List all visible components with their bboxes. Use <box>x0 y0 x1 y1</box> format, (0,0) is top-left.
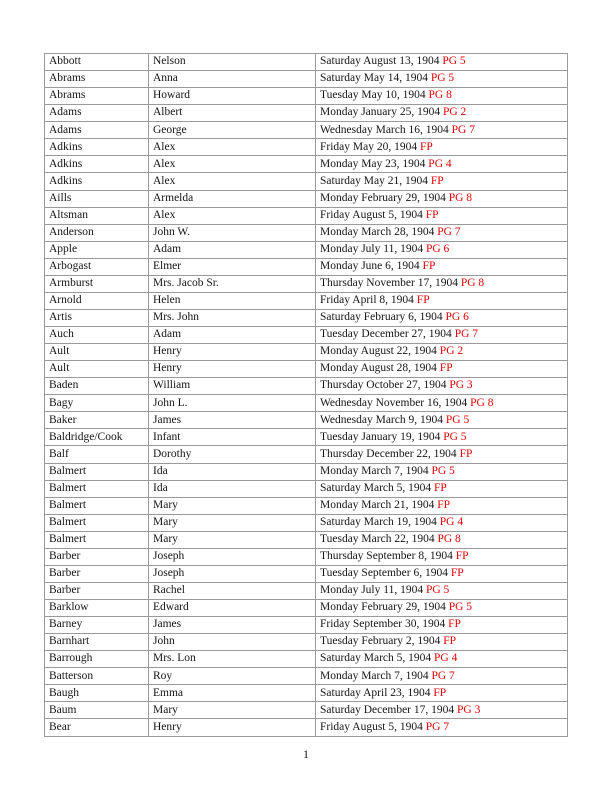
date-cell <box>316 224 568 241</box>
given-name-cell: Helen <box>149 292 316 309</box>
date-cell <box>316 309 568 326</box>
given-name-cell: Joseph <box>149 548 316 565</box>
date-text: Thursday December 22, 1904 <box>320 447 460 460</box>
table-row <box>45 634 568 651</box>
date-text: Tuesday February 2, 1904 <box>320 635 444 648</box>
date-text: Saturday March 5, 1904 <box>320 652 435 665</box>
date-text: Monday July 11, 1904 <box>320 242 426 255</box>
page-ref: PG 7 <box>437 225 461 238</box>
page-number: 1 <box>303 747 309 761</box>
surname-cell: Baker <box>45 412 149 429</box>
table-row <box>45 617 568 634</box>
given-name-cell: Adam <box>149 327 316 344</box>
date-text: Friday September 30, 1904 <box>320 618 449 631</box>
table-row <box>45 582 568 599</box>
table-row <box>45 71 568 88</box>
surname-cell: Ault <box>45 361 149 378</box>
page-ref: PG 8 <box>448 191 473 204</box>
surname-cell: Abbott <box>45 54 149 71</box>
given-name-cell: Roy <box>149 668 316 685</box>
given-name-cell: Mary <box>149 514 316 531</box>
page-ref: PG 3 <box>449 379 473 392</box>
surname-cell: Barber <box>45 548 149 565</box>
date-text: Monday August 28, 1904 <box>320 362 440 375</box>
table-row <box>45 292 568 309</box>
date-cell <box>316 71 568 88</box>
surname-cell: Baum <box>45 702 149 719</box>
date-cell <box>316 156 568 173</box>
table-row <box>45 88 568 105</box>
page-ref: PG 7 <box>425 720 450 733</box>
table-row <box>45 651 568 668</box>
date-cell <box>316 344 568 361</box>
date-text: Monday March 28, 1904 <box>320 225 438 238</box>
surname-cell: Adkins <box>45 139 149 156</box>
table-row <box>45 719 568 737</box>
surname-cell: Adams <box>45 122 149 139</box>
date-cell <box>316 565 568 582</box>
records-table-body <box>45 54 568 737</box>
given-name-cell: Armelda <box>149 190 316 207</box>
page-ref: PG 8 <box>437 533 461 546</box>
given-name-cell: Infant <box>149 429 316 446</box>
date-cell <box>316 88 568 105</box>
date-text: Wednesday March 16, 1904 <box>320 123 452 136</box>
given-name-cell: Rachel <box>149 582 316 599</box>
table-row <box>45 565 568 582</box>
page-ref: FP <box>416 294 430 307</box>
date-text: Monday March 7, 1904 <box>320 464 432 477</box>
date-text: Thursday October 27, 1904 <box>320 379 450 392</box>
surname-cell: Altsman <box>45 207 149 224</box>
surname-cell: Barklow <box>45 600 149 617</box>
given-name-cell: Mary <box>149 702 316 719</box>
table-row <box>45 207 568 224</box>
given-name-cell: Mary <box>149 497 316 514</box>
date-text: Saturday December 17, 1904 <box>320 703 458 716</box>
date-text: Monday February 29, 1904 <box>320 601 449 614</box>
given-name-cell: Henry <box>149 719 316 737</box>
date-text: Monday May 23, 1904 <box>320 157 429 170</box>
given-name-cell: Alex <box>149 207 316 224</box>
table-row <box>45 105 568 122</box>
date-text: Saturday February 6, 1904 <box>320 311 446 324</box>
table-row <box>45 395 568 412</box>
page-ref: PG 3 <box>457 703 481 716</box>
date-cell <box>316 275 568 292</box>
surname-cell: Artis <box>45 309 149 326</box>
date-cell <box>316 258 568 275</box>
table-row <box>45 497 568 514</box>
date-text: Saturday August 13, 1904 <box>320 55 443 68</box>
given-name-cell: Edward <box>149 600 316 617</box>
page-ref: PG 8 <box>428 89 452 102</box>
table-row <box>45 514 568 531</box>
page-ref: PG 2 <box>439 345 464 358</box>
table-row <box>45 446 568 463</box>
given-name-cell: Henry <box>149 344 316 361</box>
surname-cell: Batterson <box>45 668 149 685</box>
page-ref: FP <box>448 618 461 631</box>
surname-cell: Balmert <box>45 531 149 548</box>
page-ref: PG 5 <box>431 464 455 477</box>
date-cell <box>316 105 568 122</box>
table-row <box>45 412 568 429</box>
date-text: Friday August 5, 1904 <box>320 208 426 221</box>
date-cell <box>316 582 568 599</box>
date-text: Monday July 11, 1904 <box>320 584 426 597</box>
date-cell <box>316 514 568 531</box>
table-row <box>45 122 568 139</box>
surname-cell: Balmert <box>45 463 149 480</box>
date-cell <box>316 651 568 668</box>
surname-cell: Ault <box>45 344 149 361</box>
date-text: Thursday November 17, 1904 <box>320 277 461 290</box>
surname-cell: Barney <box>45 617 149 634</box>
given-name-cell: Mrs. Jacob Sr. <box>149 275 316 292</box>
date-text: Friday April 8, 1904 <box>320 294 417 307</box>
surname-cell: Bear <box>45 719 149 737</box>
date-text: Thursday September 8, 1904 <box>320 550 456 563</box>
date-cell <box>316 173 568 190</box>
page-ref: PG 4 <box>434 652 458 665</box>
page-ref: PG 6 <box>445 311 469 324</box>
surname-cell: Adkins <box>45 156 149 173</box>
page-ref: FP <box>422 260 436 273</box>
date-text: Monday March 7, 1904 <box>320 669 432 682</box>
date-cell <box>316 685 568 702</box>
table-row <box>45 241 568 258</box>
date-text: Wednesday March 9, 1904 <box>320 413 446 426</box>
given-name-cell: Ida <box>149 463 316 480</box>
date-text: Monday January 25, 1904 <box>320 106 443 119</box>
table-row <box>45 139 568 156</box>
page-ref: PG 4 <box>428 157 452 170</box>
surname-cell: Balf <box>45 446 149 463</box>
given-name-cell: Henry <box>149 361 316 378</box>
given-name-cell: Alex <box>149 139 316 156</box>
page-ref: FP <box>434 481 447 494</box>
surname-cell: Abrams <box>45 88 149 105</box>
table-row <box>45 327 568 344</box>
page-ref: PG 7 <box>454 328 479 341</box>
table-row <box>45 463 568 480</box>
table-row <box>45 309 568 326</box>
table-row <box>45 480 568 497</box>
table-row <box>45 156 568 173</box>
date-cell <box>316 122 568 139</box>
surname-cell: Arbogast <box>45 258 149 275</box>
records-table <box>44 53 568 737</box>
given-name-cell: Mary <box>149 531 316 548</box>
date-text: Monday August 22, 1904 <box>320 345 440 358</box>
surname-cell: Arnold <box>45 292 149 309</box>
table-row <box>45 600 568 617</box>
page-ref: PG 5 <box>430 72 455 85</box>
date-cell <box>316 429 568 446</box>
table-row <box>45 54 568 71</box>
page-ref: FP <box>425 208 439 221</box>
date-cell <box>316 327 568 344</box>
date-text: Tuesday September 6, 1904 <box>320 567 451 580</box>
surname-cell: Aills <box>45 190 149 207</box>
date-cell <box>316 617 568 634</box>
date-text: Tuesday May 10, 1904 <box>320 89 429 102</box>
date-text: Tuesday December 27, 1904 <box>320 328 455 341</box>
date-text: Saturday March 19, 1904 <box>320 515 440 528</box>
page-ref: FP <box>459 447 473 460</box>
page-ref: FP <box>430 174 444 187</box>
given-name-cell: William <box>149 378 316 395</box>
date-cell <box>316 446 568 463</box>
surname-cell: Apple <box>45 241 149 258</box>
surname-cell: Barber <box>45 565 149 582</box>
table-row <box>45 173 568 190</box>
date-cell <box>316 378 568 395</box>
date-cell <box>316 634 568 651</box>
page-ref: PG 5 <box>442 55 466 68</box>
date-text: Friday August 5, 1904 <box>320 720 426 733</box>
date-cell <box>316 600 568 617</box>
given-name-cell: Alex <box>149 173 316 190</box>
page-ref: FP <box>419 140 433 153</box>
date-cell <box>316 139 568 156</box>
page-ref: FP <box>443 635 456 648</box>
given-name-cell: Anna <box>149 71 316 88</box>
page-ref: PG 5 <box>425 584 450 597</box>
date-text: Saturday April 23, 1904 <box>320 686 434 699</box>
given-name-cell: Mrs. Lon <box>149 651 316 668</box>
date-cell <box>316 54 568 71</box>
table-row <box>45 531 568 548</box>
date-cell <box>316 497 568 514</box>
table-row <box>45 548 568 565</box>
page-ref: PG 8 <box>470 396 494 409</box>
page-ref: FP <box>439 362 453 375</box>
date-cell <box>316 190 568 207</box>
date-text: Monday March 21, 1904 <box>320 498 438 511</box>
surname-cell: Anderson <box>45 224 149 241</box>
date-text: Saturday May 14, 1904 <box>320 72 431 85</box>
page-ref: PG 5 <box>445 413 470 426</box>
given-name-cell: James <box>149 412 316 429</box>
date-cell <box>316 463 568 480</box>
surname-cell: Adkins <box>45 173 149 190</box>
date-cell <box>316 548 568 565</box>
date-cell <box>316 241 568 258</box>
date-cell <box>316 361 568 378</box>
given-name-cell: Ida <box>149 480 316 497</box>
table-row <box>45 275 568 292</box>
surname-cell: Adams <box>45 105 149 122</box>
given-name-cell: Elmer <box>149 258 316 275</box>
table-row <box>45 429 568 446</box>
date-cell <box>316 292 568 309</box>
given-name-cell: Alex <box>149 156 316 173</box>
date-cell <box>316 480 568 497</box>
given-name-cell: John <box>149 634 316 651</box>
table-row <box>45 668 568 685</box>
date-cell <box>316 412 568 429</box>
table-row <box>45 258 568 275</box>
surname-cell: Barrough <box>45 651 149 668</box>
table-row <box>45 361 568 378</box>
given-name-cell: Albert <box>149 105 316 122</box>
table-row <box>45 344 568 361</box>
surname-cell: Baldridge/Cook <box>45 429 149 446</box>
surname-cell: Armburst <box>45 275 149 292</box>
date-text: Saturday May 21, 1904 <box>320 174 431 187</box>
given-name-cell: Mrs. John <box>149 309 316 326</box>
date-text: Monday June 6, 1904 <box>320 260 423 273</box>
table-row <box>45 224 568 241</box>
page-ref: PG 2 <box>442 106 467 119</box>
page-ref: PG 8 <box>460 277 485 290</box>
date-cell <box>316 207 568 224</box>
given-name-cell: James <box>149 617 316 634</box>
page-ref: FP <box>455 550 469 563</box>
date-text: Saturday March 5, 1904 <box>320 481 435 494</box>
table-row <box>45 702 568 719</box>
date-text: Wednesday November 16, 1904 <box>320 396 471 409</box>
given-name-cell: John L. <box>149 395 316 412</box>
table-row <box>45 190 568 207</box>
page-ref: FP <box>433 686 447 699</box>
page-ref: PG 5 <box>448 601 473 614</box>
surname-cell: Barber <box>45 582 149 599</box>
page-ref: FP <box>450 567 464 580</box>
date-text: Friday May 20, 1904 <box>320 140 420 153</box>
page-ref: PG 4 <box>439 515 464 528</box>
date-text: Monday February 29, 1904 <box>320 191 449 204</box>
surname-cell: Balmert <box>45 480 149 497</box>
page-ref: PG 6 <box>425 242 450 255</box>
given-name-cell: Nelson <box>149 54 316 71</box>
page-ref: FP <box>437 498 451 511</box>
given-name-cell: Howard <box>149 88 316 105</box>
given-name-cell: Dorothy <box>149 446 316 463</box>
surname-cell: Balmert <box>45 497 149 514</box>
given-name-cell: George <box>149 122 316 139</box>
given-name-cell: John W. <box>149 224 316 241</box>
given-name-cell: Adam <box>149 241 316 258</box>
surname-cell: Bagy <box>45 395 149 412</box>
surname-cell: Baugh <box>45 685 149 702</box>
date-cell <box>316 668 568 685</box>
date-cell <box>316 719 568 737</box>
table-row <box>45 378 568 395</box>
given-name-cell: Joseph <box>149 565 316 582</box>
surname-cell: Baden <box>45 378 149 395</box>
surname-cell: Abrams <box>45 71 149 88</box>
page-ref: PG 7 <box>431 669 455 682</box>
surname-cell: Auch <box>45 327 149 344</box>
table-row <box>45 685 568 702</box>
date-cell <box>316 531 568 548</box>
date-cell <box>316 395 568 412</box>
surname-cell: Balmert <box>45 514 149 531</box>
page-ref: PG 7 <box>451 123 475 136</box>
given-name-cell: Emma <box>149 685 316 702</box>
date-text: Tuesday March 22, 1904 <box>320 533 438 546</box>
page-ref: PG 5 <box>443 430 467 443</box>
date-cell <box>316 702 568 719</box>
surname-cell: Barnhart <box>45 634 149 651</box>
date-text: Tuesday January 19, 1904 <box>320 430 444 443</box>
